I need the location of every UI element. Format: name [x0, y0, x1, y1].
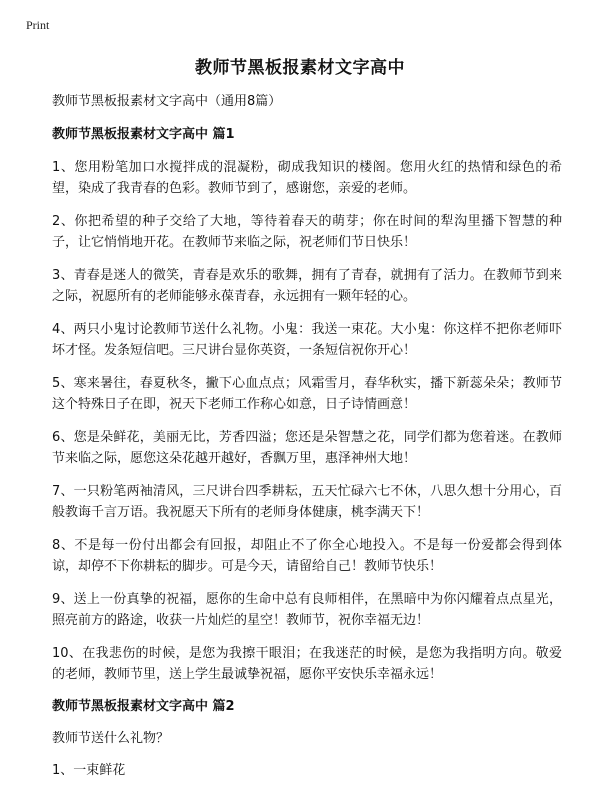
section-2-first-item: 1、一束鲜花 [52, 763, 126, 778]
paragraph-4: 4、两只小鬼讨论教师节送什么礼物。小鬼：我送一束花。大小鬼：你这样不把你老师吓坏才怪。发条短信吧。三尺讲台显你英资，一条短信祝你开心！ [52, 322, 562, 358]
page-title: 教师节黑板报素材文字高中 [195, 58, 405, 78]
document-body [52, 92, 562, 793]
paragraph-2: 2、你把希望的种子交给了大地，等待着春天的萌芽；你在时间的犁沟里播下智慧的种子，让它悄悄地开花。在教师节来临之际，祝老师们节日快乐！ [52, 214, 562, 250]
section-heading-1: 教师节黑板报素材文字高中 篇1 [52, 127, 235, 142]
paragraph-9: 9、送上一份真挚的祝福，愿你的生命中总有良师相伴，在黑暗中为你闪耀着点点星光，照亮前方的路途，收获一片灿烂的星空！教师节，祝你幸福无边！ [52, 592, 562, 628]
paragraph-3: 3、青春是迷人的微笑，青春是欢乐的歌舞，拥有了青春，就拥有了活力。在教师节到来之际，祝愿所有的老师能够永葆青春，永远拥有一颗年轻的心。 [52, 268, 562, 304]
paragraph-5: 5、寒来暑往，春夏秋冬，撇下心血点点；风霜雪月，春华秋实，播下新蕊朵朵；教师节这个特殊日子在即，祝天下老师工作称心如意，日子诗情画意！ [52, 376, 562, 412]
paragraph-6: 6、您是朵鲜花，美丽无比，芳香四溢；您还是朵智慧之花，同学们都为您着迷。在教师节来临之际，愿您这朵花越开越好，香飘万里，惠泽神州大地！ [52, 430, 562, 466]
section-heading-2: 教师节黑板报素材文字高中 篇2 [52, 699, 235, 714]
paragraph-7: 7、一只粉笔两袖清风，三尺讲台四季耕耘，五天忙碌六七不休，八思久想十分用心，百般教诲千言万语。我祝愿天下所有的老师身体健康，桃李满天下！ [52, 484, 562, 520]
section-2-question: 教师节送什么礼物？ [52, 731, 170, 746]
paragraph-10: 10、在我悲伤的时候，是您为我擦干眼泪；在我迷茫的时候，是您为我指明方向。敬爱的老师，教师节里，送上学生最诚挚祝福，愿你平安快乐幸福永远！ [52, 646, 562, 682]
paragraph-8: 8、不是每一份付出都会有回报，却阻止不了你全心地投入。不是每一份爱都会得到体谅，却停不下你耕耘的脚步。可是今天，请留给自己！教师节快乐！ [52, 538, 562, 574]
document-subtitle: 教师节黑板报素材文字高中（通用8篇） [52, 94, 282, 109]
paragraph-1: 1、您用粉笔加口水搅拌成的混凝粉，砌成我知识的楼阁。您用火红的热情和绿色的希望，染成了我青春的色彩。教师节到了，感谢您，亲爱的老师。 [52, 160, 562, 196]
print-label: Print [26, 18, 50, 32]
